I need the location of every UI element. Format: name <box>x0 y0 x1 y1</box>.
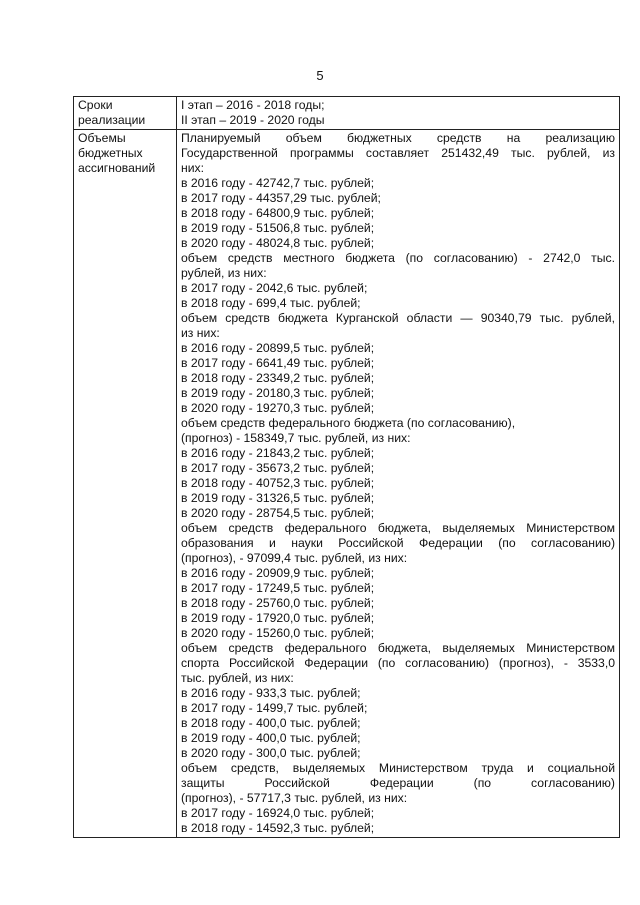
sport-year-line: в 2018 году - 400,0 тыс. рублей; <box>181 716 361 730</box>
sport-year-line: в 2020 году - 300,0 тыс. рублей; <box>181 746 361 760</box>
budget-year-line: в 2019 году - 51506,8 тыс. рублей; <box>181 221 375 235</box>
edu-intro-line: (прогноз), - 97099,4 тыс. рублей, из них: <box>181 551 408 565</box>
federal-year-line: в 2019 году - 31326,5 тыс. рублей; <box>181 491 375 505</box>
local-year-line: в 2018 году - 699,4 тыс. рублей; <box>181 296 361 310</box>
label-line: Сроки <box>78 98 113 112</box>
federal-year-line: в 2018 году - 40752,3 тыс. рублей; <box>181 476 375 490</box>
sport-year-line: в 2019 году - 400,0 тыс. рублей; <box>181 731 361 745</box>
sport-intro-line: объем средств федерального бюджета, выделяемых Министерством <box>181 641 615 655</box>
sport-intro-line: тыс. рублей, из них: <box>181 671 294 685</box>
budget-year-line: в 2017 году - 44357,29 тыс. рублей; <box>181 191 381 205</box>
federal-intro-line: (прогноз) - 158349,7 тыс. рублей, из них: <box>181 431 411 445</box>
table-row-budget <box>74 130 620 838</box>
edu-year-line: в 2019 году - 17920,0 тыс. рублей; <box>181 611 375 625</box>
label-line: Объемы <box>78 131 126 145</box>
regional-intro-line: объем средств бюджета Курганской области — 90340,79 тыс. рублей, <box>181 311 615 325</box>
local-year-line: в 2017 году - 2042,6 тыс. рублей; <box>181 281 368 295</box>
budget-year-line: в 2018 году - 64800,9 тыс. рублей; <box>181 206 375 220</box>
labor-year-line: в 2018 году - 14592,3 тыс. рублей; <box>181 821 375 835</box>
budget-intro-line: Планируемый объем бюджетных средств на реализацию <box>181 131 615 145</box>
sport-year-line: в 2017 году - 1499,7 тыс. рублей; <box>181 701 368 715</box>
labor-intro-line: (прогноз), - 57717,3 тыс. рублей, из них: <box>181 791 408 805</box>
local-intro-line: рублей, из них: <box>181 266 267 280</box>
budget-year-line: в 2020 году - 48024,8 тыс. рублей; <box>181 236 375 250</box>
regional-year-line: в 2019 году - 20180,3 тыс. рублей; <box>181 386 375 400</box>
row-content-budget <box>177 130 620 838</box>
edu-year-line: в 2016 году - 20909,9 тыс. рублей; <box>181 566 375 580</box>
federal-year-line: в 2017 году - 35673,2 тыс. рублей; <box>181 461 375 475</box>
regional-year-line: в 2018 году - 23349,2 тыс. рублей; <box>181 371 375 385</box>
label-line: реализации <box>78 113 146 127</box>
passport-table <box>73 96 620 838</box>
edu-intro-line: объем средств федерального бюджета, выделяемых Министерством <box>181 521 615 535</box>
labor-intro-line: объем средств, выделяемых Министерством труда и социальной <box>181 761 615 775</box>
label-line: ассигнований <box>78 161 156 175</box>
table-row-terms <box>74 97 620 130</box>
federal-year-line: в 2016 году - 21843,2 тыс. рублей; <box>181 446 375 460</box>
labor-year-line: в 2017 году - 16924,0 тыс. рублей; <box>181 806 375 820</box>
sport-year-line: в 2016 году - 933,3 тыс. рублей; <box>181 686 361 700</box>
budget-intro-line: них: <box>181 161 205 175</box>
labor-intro-line: защиты Российской Федерации (по согласованию) <box>181 776 615 790</box>
label-line: бюджетных <box>78 146 143 160</box>
row-label-terms <box>74 97 177 130</box>
budget-intro-line: Государственной программы составляет 251432,49 тыс. рублей, из <box>181 146 615 160</box>
regional-year-line: в 2020 году - 19270,3 тыс. рублей; <box>181 401 375 415</box>
stage-line: I этап – 2016 - 2018 годы; <box>181 98 325 112</box>
budget-year-line: в 2016 году - 42742,7 тыс. рублей; <box>181 176 375 190</box>
edu-year-line: в 2017 году - 17249,5 тыс. рублей; <box>181 581 375 595</box>
regional-intro-line: из них: <box>181 326 220 340</box>
stage-line: II этап – 2019 - 2020 годы <box>181 113 325 127</box>
regional-year-line: в 2017 году - 6641,49 тыс. рублей; <box>181 356 375 370</box>
row-content-terms <box>177 97 620 130</box>
federal-intro-line: объем средств федерального бюджета (по согласованию), <box>181 416 516 430</box>
edu-year-line: в 2020 году - 15260,0 тыс. рублей; <box>181 626 375 640</box>
edu-year-line: в 2018 году - 25760,0 тыс. рублей; <box>181 596 375 610</box>
regional-year-line: в 2016 году - 20899,5 тыс. рублей; <box>181 341 375 355</box>
local-intro-line: объем средств местного бюджета (по согласованию) - 2742,0 тыс. <box>181 251 615 265</box>
page-number: 5 <box>316 68 324 83</box>
federal-year-line: в 2020 году - 28754,5 тыс. рублей; <box>181 506 375 520</box>
edu-intro-line: образования и науки Российской Федерации (по согласованию) <box>181 536 615 550</box>
sport-intro-line: спорта Российской Федерации (по согласованию) (прогноз), - 3533,0 <box>181 656 615 670</box>
row-label-budget <box>74 130 177 838</box>
